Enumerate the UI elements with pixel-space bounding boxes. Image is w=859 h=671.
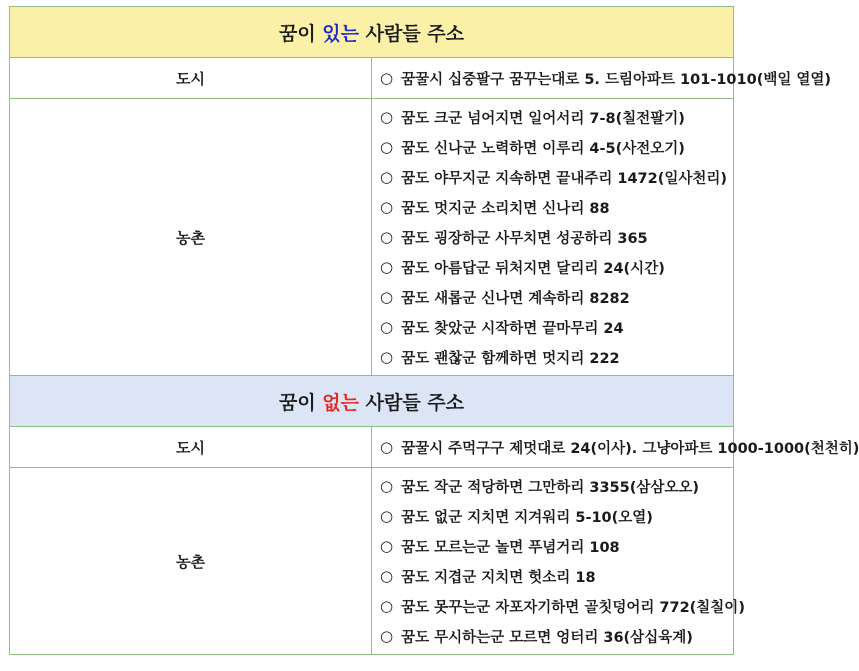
circle-bullet-icon: ○ — [380, 138, 394, 156]
circle-bullet-icon: ○ — [380, 567, 394, 585]
title-suffix: 사람들 주소 — [359, 22, 465, 45]
rural-label: 농촌 — [10, 468, 372, 655]
address-line — [380, 342, 733, 372]
circle-bullet-icon: ○ — [380, 438, 394, 456]
circle-bullet-icon: ○ — [380, 507, 394, 525]
address-text: 꿈도 크군 넘어지면 일어서리 7-8(칠전팔기) — [401, 110, 685, 127]
city-label: 도시 — [10, 58, 372, 99]
address-text: 꿈도 못꾸는군 자포자기하면 골칫덩어리 772(칠칠이) — [401, 599, 745, 616]
circle-bullet-icon: ○ — [380, 168, 394, 186]
address-text: 꿈도 야무지군 지속하면 끝내주리 1472(일사천리) — [401, 170, 728, 187]
circle-bullet-icon: ○ — [380, 627, 394, 645]
address-text: 꿈꿀시 십중팔구 꿈꾸는대로 5. 드림아파트 101-1010(백일 열열) — [401, 71, 832, 88]
rural-label: 농촌 — [10, 99, 372, 376]
circle-bullet-icon: ○ — [380, 69, 394, 87]
address-line — [380, 282, 733, 312]
address-text: 꿈꿀시 주먹구구 제멋대로 24(이사). 그냥아파트 1000-1000(천천히) — [401, 440, 859, 457]
address-text: 꿈도 멋지군 소리치면 신나리 88 — [401, 200, 610, 217]
address-text: 꿈도 작군 적당하면 그만하리 3355(삼삼오오) — [401, 479, 700, 496]
address-table — [9, 6, 859, 655]
address-line — [380, 252, 733, 282]
title-prefix: 꿈이 — [278, 22, 323, 45]
address-text: 꿈도 신나군 노력하면 이루리 4-5(사전오기) — [401, 140, 685, 157]
address-text: 꿈도 아름답군 뒤처지면 달리리 24(시간) — [401, 260, 665, 277]
rural-address-cell — [372, 468, 745, 655]
circle-bullet-icon: ○ — [380, 537, 394, 555]
rural-address-cell — [372, 99, 734, 376]
dream-rural-row — [10, 99, 734, 376]
city-address-cell — [372, 58, 832, 99]
address-line — [380, 561, 733, 591]
address-sheet — [9, 6, 859, 655]
circle-bullet-icon: ○ — [380, 348, 394, 366]
city-label: 도시 — [10, 427, 372, 468]
address-text: 꿈도 새롭군 신나면 계속하리 8282 — [401, 290, 630, 307]
no-dream-city-row — [10, 427, 734, 468]
circle-bullet-icon: ○ — [380, 318, 394, 336]
title-highlight: 없는 — [322, 391, 360, 414]
title-highlight: 있는 — [322, 22, 360, 45]
address-line — [380, 222, 733, 252]
address-line — [380, 58, 832, 98]
address-line — [380, 102, 733, 132]
address-text: 꿈도 무시하는군 모르면 엉터리 36(삼십육계) — [401, 629, 693, 646]
circle-bullet-icon: ○ — [380, 258, 394, 276]
address-line — [380, 501, 733, 531]
dream-city-row — [10, 58, 734, 99]
address-line — [380, 132, 733, 162]
address-line — [380, 312, 733, 342]
address-text: 꿈도 모르는군 놀면 푸념거리 108 — [401, 539, 620, 556]
title-suffix: 사람들 주소 — [359, 391, 465, 414]
address-text: 꿈도 지겹군 지치면 헛소리 18 — [401, 569, 596, 586]
address-line — [380, 531, 733, 561]
dream-header-row — [10, 7, 734, 58]
dream-section-title — [10, 7, 734, 58]
city-address-cell — [372, 427, 859, 468]
no-dream-header-row — [10, 376, 734, 427]
no-dream-rural-row — [10, 468, 734, 655]
circle-bullet-icon: ○ — [380, 288, 394, 306]
address-line — [380, 471, 733, 501]
address-text: 꿈도 굉장하군 사무치면 성공하리 365 — [401, 230, 648, 247]
address-text: 꿈도 찾았군 시작하면 끝마무리 24 — [401, 320, 624, 337]
circle-bullet-icon: ○ — [380, 228, 394, 246]
address-text: 꿈도 없군 지치면 지겨워리 5-10(오열) — [401, 509, 653, 526]
circle-bullet-icon: ○ — [380, 108, 394, 126]
address-line — [380, 427, 859, 467]
title-prefix: 꿈이 — [278, 391, 323, 414]
address-line — [380, 591, 745, 621]
address-line — [380, 162, 733, 192]
address-line — [380, 192, 733, 222]
no-dream-section-title — [10, 376, 734, 427]
circle-bullet-icon: ○ — [380, 198, 394, 216]
circle-bullet-icon: ○ — [380, 597, 394, 615]
address-line — [380, 621, 733, 651]
address-text: 꿈도 괜찮군 함께하면 멋지리 222 — [401, 350, 620, 367]
circle-bullet-icon: ○ — [380, 477, 394, 495]
